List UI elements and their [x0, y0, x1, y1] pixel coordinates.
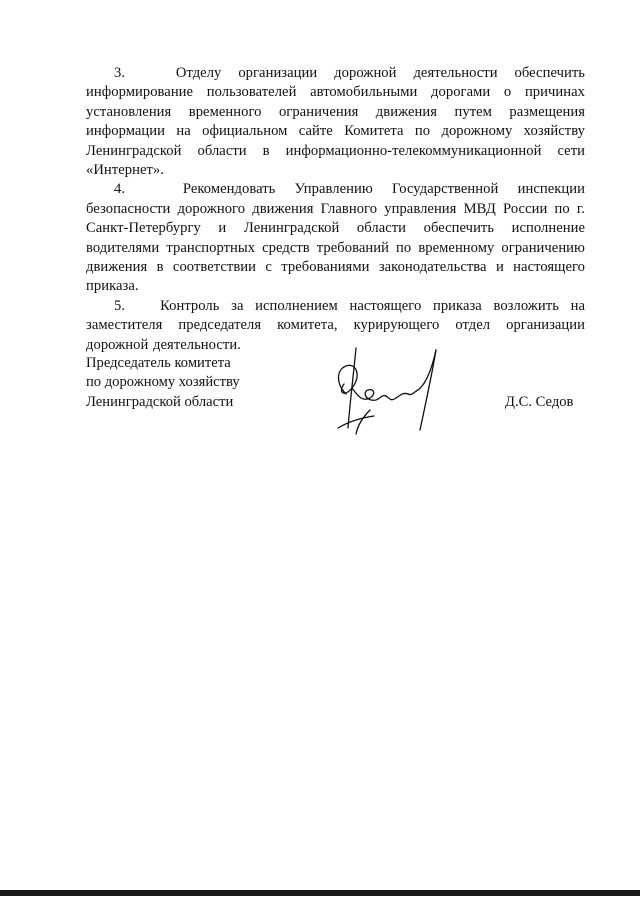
paragraph-number: 4.	[114, 181, 126, 198]
signatory-title-line: по дорожному хозяйству	[86, 374, 240, 391]
paragraph-3	[86, 64, 585, 180]
paragraph-number: 3.	[114, 65, 126, 81]
signatory-name: Д.С. Седов	[505, 394, 574, 410]
paragraph-text: Рекомендовать Управлению Государственной инспекции безопасности дорожного движения Главного управления МВД России по г. Санкт-Петербургу и Ленинградской области обеспечить исполнение водителями транспортных средств требований по временному ограничению движения в соответствии с требованиями законодательства и настоящего приказа.	[86, 181, 585, 295]
document-body	[86, 64, 585, 355]
paragraph-text: Контроль за исполнением настоящего приказа возложить на заместителя председателя комитета, курирующего отдел организации дорожной деятельности.	[86, 297, 585, 353]
signatory-title-line: Ленинградской области	[86, 393, 234, 410]
paragraph-text: Отделу организации дорожной деятельности обеспечить информирование пользователей автомобильными дорогами о причинах установления временного ограничения движения путем размещения информации на официальном сайте Комитета по дорожному хозяйству Ленинградской области в информационно-телекоммуникационной сети «Интернет».	[86, 65, 585, 179]
handwritten-signature-icon	[318, 344, 450, 440]
page-bottom-border	[0, 890, 640, 896]
signatory-title-line: Председатель комитета	[86, 355, 231, 371]
paragraph-4	[86, 180, 585, 296]
paragraph-number: 5.	[114, 297, 126, 314]
signatory-title	[86, 354, 240, 412]
